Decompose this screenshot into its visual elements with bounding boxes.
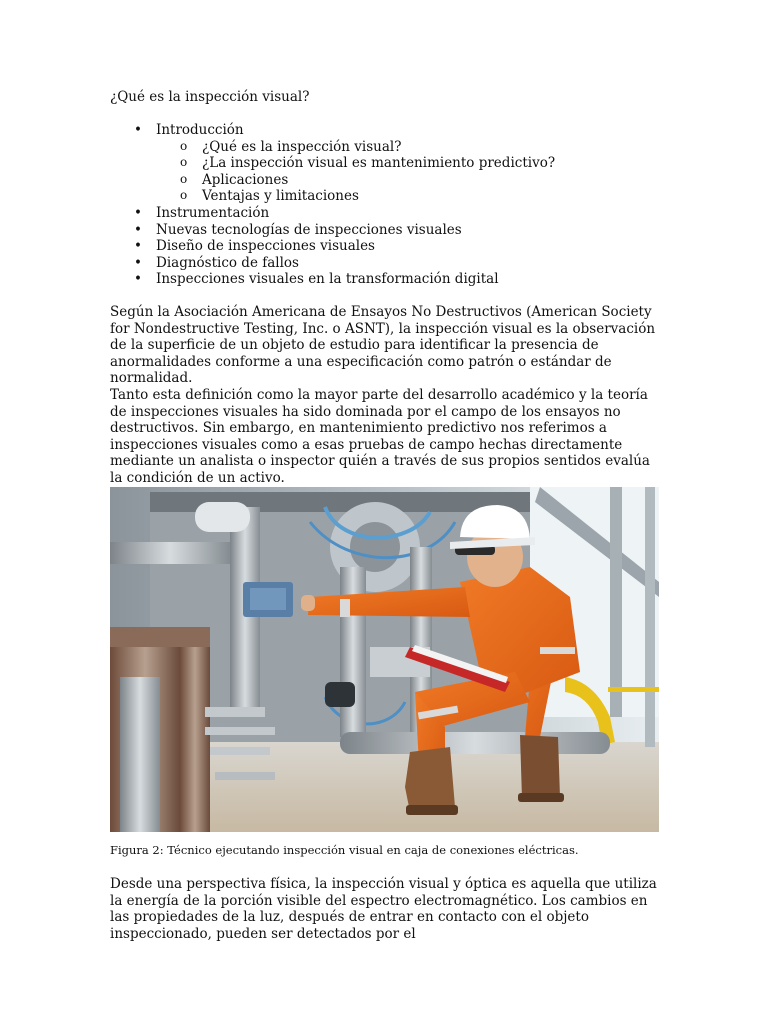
toc-subitem-label: ¿Qué es la inspección visual? [202,138,402,155]
technician-inspection-illustration [110,487,659,832]
circle-bullet-icon: o [180,138,188,153]
toc-subitem [156,188,555,205]
toc-item-label: Nuevas tecnologías de inspecciones visuales [156,221,462,238]
bullet-icon: • [134,221,142,238]
toc-item-label: Diagnóstico de fallos [156,254,299,271]
table-of-contents [110,122,555,288]
toc-item-label: Introducción [156,122,244,138]
bullet-icon: • [134,254,142,271]
figure-caption: Figura 2: Técnico ejecutando inspección visual en caja de conexiones eléctricas. [110,843,579,857]
toc-sublist [156,139,555,205]
toc-item [110,255,555,272]
toc-item-label: Diseño de inspecciones visuales [156,238,375,255]
bullet-icon: • [134,238,142,255]
toc-item [110,122,555,205]
paragraph-physics: Desde una perspectiva física, la inspección visual y óptica es aquella que utiliza la energía de la porción visible del espectro electromagnético. Los cambios en las propiedades de la luz, después de entrar en contacto con el objeto inspeccionado, pueden ser detectados por el [110,876,657,942]
bullet-icon: • [134,204,142,221]
circle-bullet-icon: o [180,155,188,170]
toc-subitem [156,172,555,189]
circle-bullet-icon: o [180,188,188,203]
toc-item [110,271,555,288]
toc-item-label: Instrumentación [156,204,270,221]
document-heading: ¿Qué es la inspección visual? [110,89,310,105]
toc-item [110,238,555,255]
toc-item [110,222,555,239]
figure-photo [110,487,659,832]
toc-subitem-label: ¿La inspección visual es mantenimiento predictivo? [202,155,556,172]
toc-subitem [156,155,555,172]
paragraph-context: Tanto esta definición como la mayor parte del desarrollo académico y la teoría de inspecciones visuales ha sido dominada por el campo de los ensayos no destructivos. Sin embargo, en mantenimiento predictivo nos referimos a inspecciones visuales como a esas pruebas de campo hechas directamente mediante un analista o inspector quién a través de sus propios sentidos evalúa la condición de un activo. [110,387,650,486]
toc-subitem [156,139,555,156]
toc-item [110,205,555,222]
circle-bullet-icon: o [180,171,188,186]
bullet-icon: • [134,122,142,138]
paragraph-definition: Según la Asociación Americana de Ensayos No Destructivos (American Society for Nondestructive Testing, Inc. o ASNT), la inspección visual es la observación de la superficie de un objeto de estudio para identificar la presencia de anormalidades conforme a una especificación como patrón o estándar de normalidad. [110,304,656,387]
toc-item-label: Inspecciones visuales en la transformación digital [156,271,499,288]
bullet-icon: • [134,271,142,288]
toc-subitem-label: Aplicaciones [202,171,289,188]
toc-subitem-label: Ventajas y limitaciones [202,188,359,205]
